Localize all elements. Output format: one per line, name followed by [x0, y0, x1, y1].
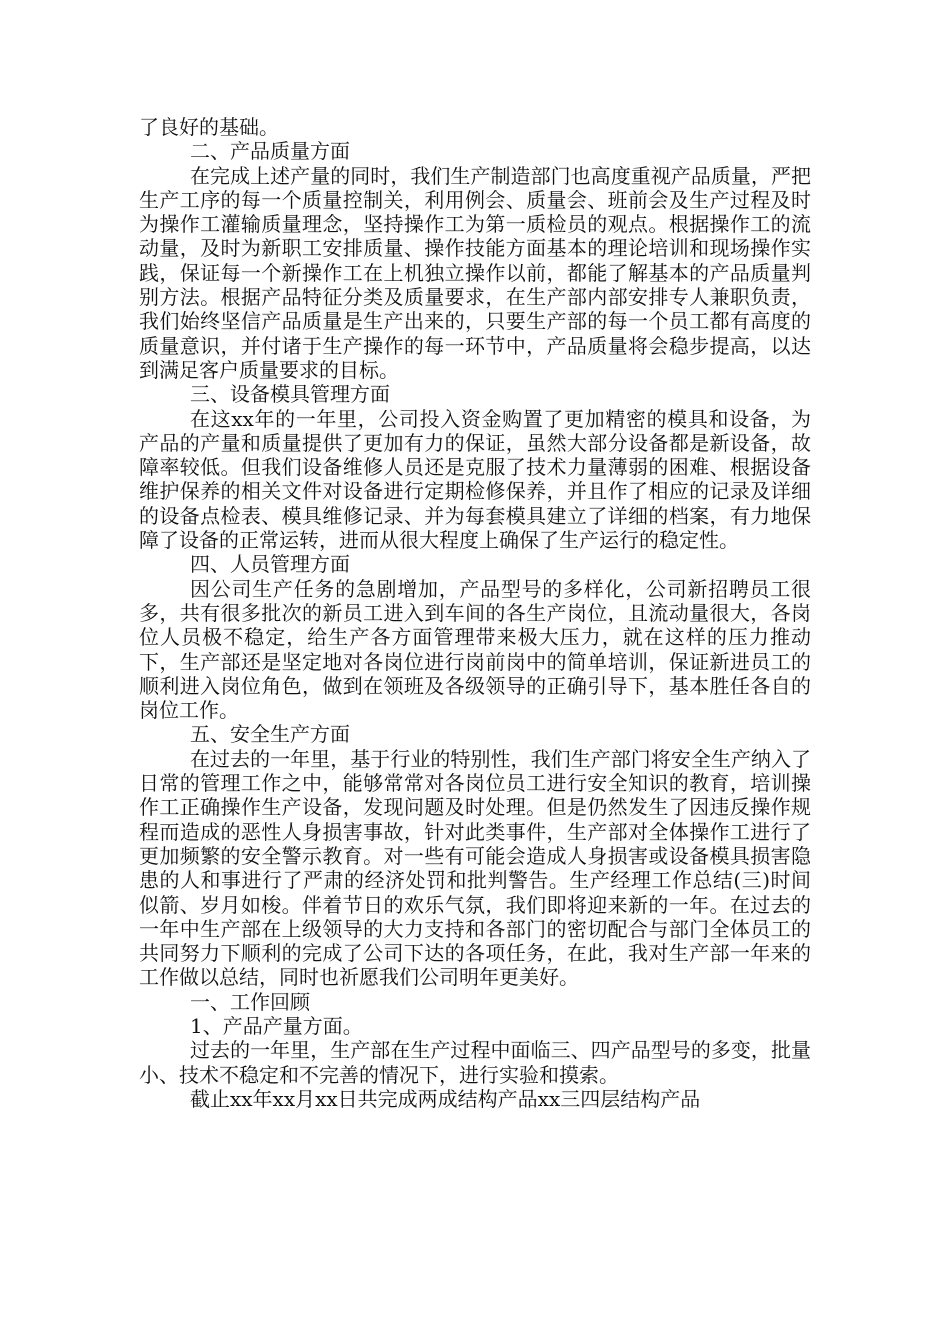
paragraph-output-cutoff: 截止xx年xx月xx日共完成两成结构产品xx三四层结构产品 — [190, 1086, 701, 1111]
paragraph-product-quality: 在完成上述产量的同时，我们生产制造部门也高度重视产品质量，严把生产工序的每一个质量控制关，利用例会、质量会、班前会及生产过程及时为操作工灌输质量理念，坚持操作工为第一质检员的观点。根据操作工的流动量，及时为新职工安排质量、操作技能方面基本的理论培训和现场操作实践，保证每一个新操作工在上机独立操作以前，都能了解基本的产品质量判别方法。根据产品特征分类及质量要求，在生产部内部安排专人兼职负责，我们始终坚信产品质量是生产出来的，只要生产部的每一个员工都有高度的质量意识，并付诸于生产操作的每一环节中，产品质量将会稳步提高，以达到满足客户质量要求的目标。 — [139, 163, 811, 382]
section-heading-safety: 五、安全生产方面 — [190, 722, 350, 747]
subsection-heading-output: 1、产品产量方面。 — [190, 1013, 363, 1038]
section-heading-equipment-molds: 三、设备模具管理方面 — [190, 382, 390, 407]
paragraph-output-past-year: 过去的一年里，生产部在生产过程中面临三、四产品型号的多变，批量小、技术不稳定和不完善的情况下，进行实验和摸索。 — [139, 1038, 811, 1087]
section-heading-work-review: 一、工作回顾 — [190, 989, 310, 1014]
paragraph-equipment-molds: 在这xx年的一年里，公司投入资金购置了更加精密的模具和设备，为产品的产量和质量提供了更加有力的保证，虽然大部分设备都是新设备，故障率较低。但我们设备维修人员还是克服了技术力量薄弱的困难、根据设备维护保养的相关文件对设备进行定期检修保养，并且作了相应的记录及详细的设备点检表、模具维修记录、并为每套模具建立了详细的档案，有力地保障了设备的正常运转，进而从很大程度上确保了生产运行的稳定性。 — [139, 406, 811, 553]
paragraph-personnel: 因公司生产任务的急剧增加，产品型号的多样化，公司新招聘员工很多，共有很多批次的新员工进入到车间的各生产岗位，且流动量很大，各岗位人员极不稳定，给生产各方面管理带来极大压力，就在这样的压力推动下，生产部还是坚定地对各岗位进行岗前岗中的简单培训，保证新进员工的顺利进入岗位角色，做到在领班及各级领导的正确引导下，基本胜任各自的岗位工作。 — [139, 576, 811, 723]
paragraph-safety: 在过去的一年里，基于行业的特别性，我们生产部门将安全生产纳入了日常的管理工作之中，能够常常对各岗位员工进行安全知识的教育，培训操作工正确操作生产设备，发现问题及时处理。但是仍然发生了因违反操作规程而造成的恶性人身损害事故，针对此类事件，生产部对全体操作工进行了更加频繁的安全警示教育。对一些有可能会造成人身损害或设备模具损害隐患的人和事进行了严肃的经济处罚和批判警告。生产经理工作总结(三)时间似箭、岁月如梭。伴着节日的欢乐气氛，我们即将迎来新的一年。在过去的一年中生产部在上级领导的大力支持和各部门的密切配合与部门全体员工的共同努力下顺利的完成了公司下达的各项任务，在此，我对生产部一年来的工作做以总结，同时也祈愿我们公司明年更美好。 — [139, 746, 811, 990]
paragraph-continuation: 了良好的基础。 — [139, 115, 279, 139]
section-heading-product-quality: 二、产品质量方面 — [190, 139, 350, 164]
section-heading-personnel: 四、人员管理方面 — [190, 552, 350, 577]
document-body — [139, 115, 811, 1111]
